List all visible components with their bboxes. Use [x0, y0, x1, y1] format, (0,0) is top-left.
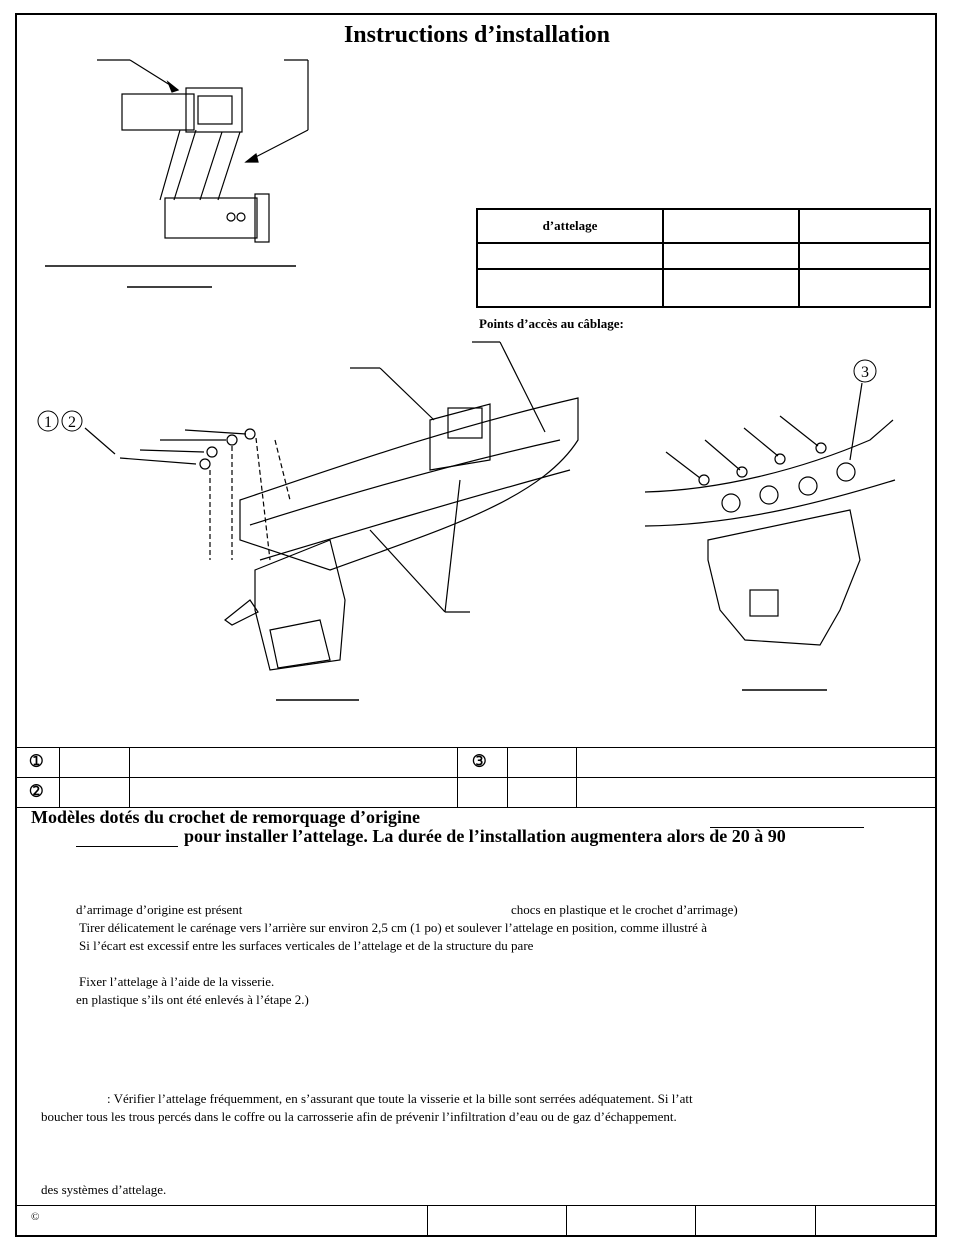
spec-cell — [477, 243, 663, 269]
bolt-set-left — [120, 429, 255, 469]
parts-col — [59, 747, 60, 807]
part-number-2: ➁ — [30, 784, 43, 800]
step-text: Tirer délicatement le carénage vers l’arrière sur environ 2,5 cm (1 po) et soulever l’attelage en position, comme illustré à — [79, 920, 707, 935]
section-heading: Modèles dotés du crochet de remorquage d’origine — [31, 807, 420, 827]
parts-col — [129, 747, 130, 807]
footer-col — [695, 1205, 696, 1237]
spec-header-cell: d’attelage — [477, 209, 663, 243]
hitch-side-view-drawing — [97, 60, 308, 242]
parts-table-top — [15, 747, 937, 748]
page-title: Instructions d’installation — [343, 22, 611, 48]
footer-col — [815, 1205, 816, 1237]
detail-view-drawing — [645, 360, 895, 645]
callout-1: 1 — [44, 414, 52, 431]
part-number-3: ➂ — [473, 754, 486, 770]
spec-cell — [477, 269, 663, 307]
step-text: en plastique s’ils ont été enlevés à l’étape 2.) — [76, 992, 309, 1007]
step-text: Fixer l’attelage à l’aide de la visserie. — [79, 974, 275, 989]
parts-col — [457, 747, 458, 807]
footer-col — [566, 1205, 567, 1237]
warning-text: boucher tous les trous percés dans le coffre ou la carrosserie afin de prévenir l’infiltration d’eau ou de gaz d’échappement. — [41, 1109, 677, 1124]
copyright-symbol: © — [31, 1211, 40, 1223]
spec-cell — [799, 243, 930, 269]
section-subheading: pour installer l’attelage. La durée de l’installation augmentera alors de 20 à 90 — [184, 826, 786, 846]
parts-table-mid — [15, 777, 937, 778]
callout-2: 2 — [68, 414, 76, 431]
spec-cell — [799, 269, 930, 307]
spec-cell — [663, 243, 799, 269]
wiring-access-label: Points d’accès au câblage: — [479, 316, 624, 331]
spec-table — [476, 208, 931, 308]
step-text: Si l’écart est excessif entre les surfaces verticales de l’attelage et de la structure du pare — [79, 938, 534, 953]
parts-col — [576, 747, 577, 807]
callout-3: 3 — [861, 364, 869, 381]
footer-note: des systèmes d’attelage. — [41, 1182, 167, 1197]
spec-cell — [663, 269, 799, 307]
parts-col — [507, 747, 508, 807]
footer-rule — [15, 1205, 937, 1206]
exploded-view-drawing — [38, 342, 578, 670]
footer-col — [427, 1205, 428, 1237]
heading-underline-2 — [76, 846, 178, 847]
step-text: chocs en plastique et le crochet d’arrimage) — [511, 902, 738, 917]
spec-cell — [663, 209, 799, 243]
warning-text: : Vérifier l’attelage fréquemment, en s’assurant que toute la visserie et la bille sont serrées adéquatement. Si l’att — [107, 1091, 693, 1106]
spec-cell — [799, 209, 930, 243]
step-text: d’arrimage d’origine est présent — [76, 902, 243, 917]
part-number-1: ➀ — [30, 754, 43, 770]
